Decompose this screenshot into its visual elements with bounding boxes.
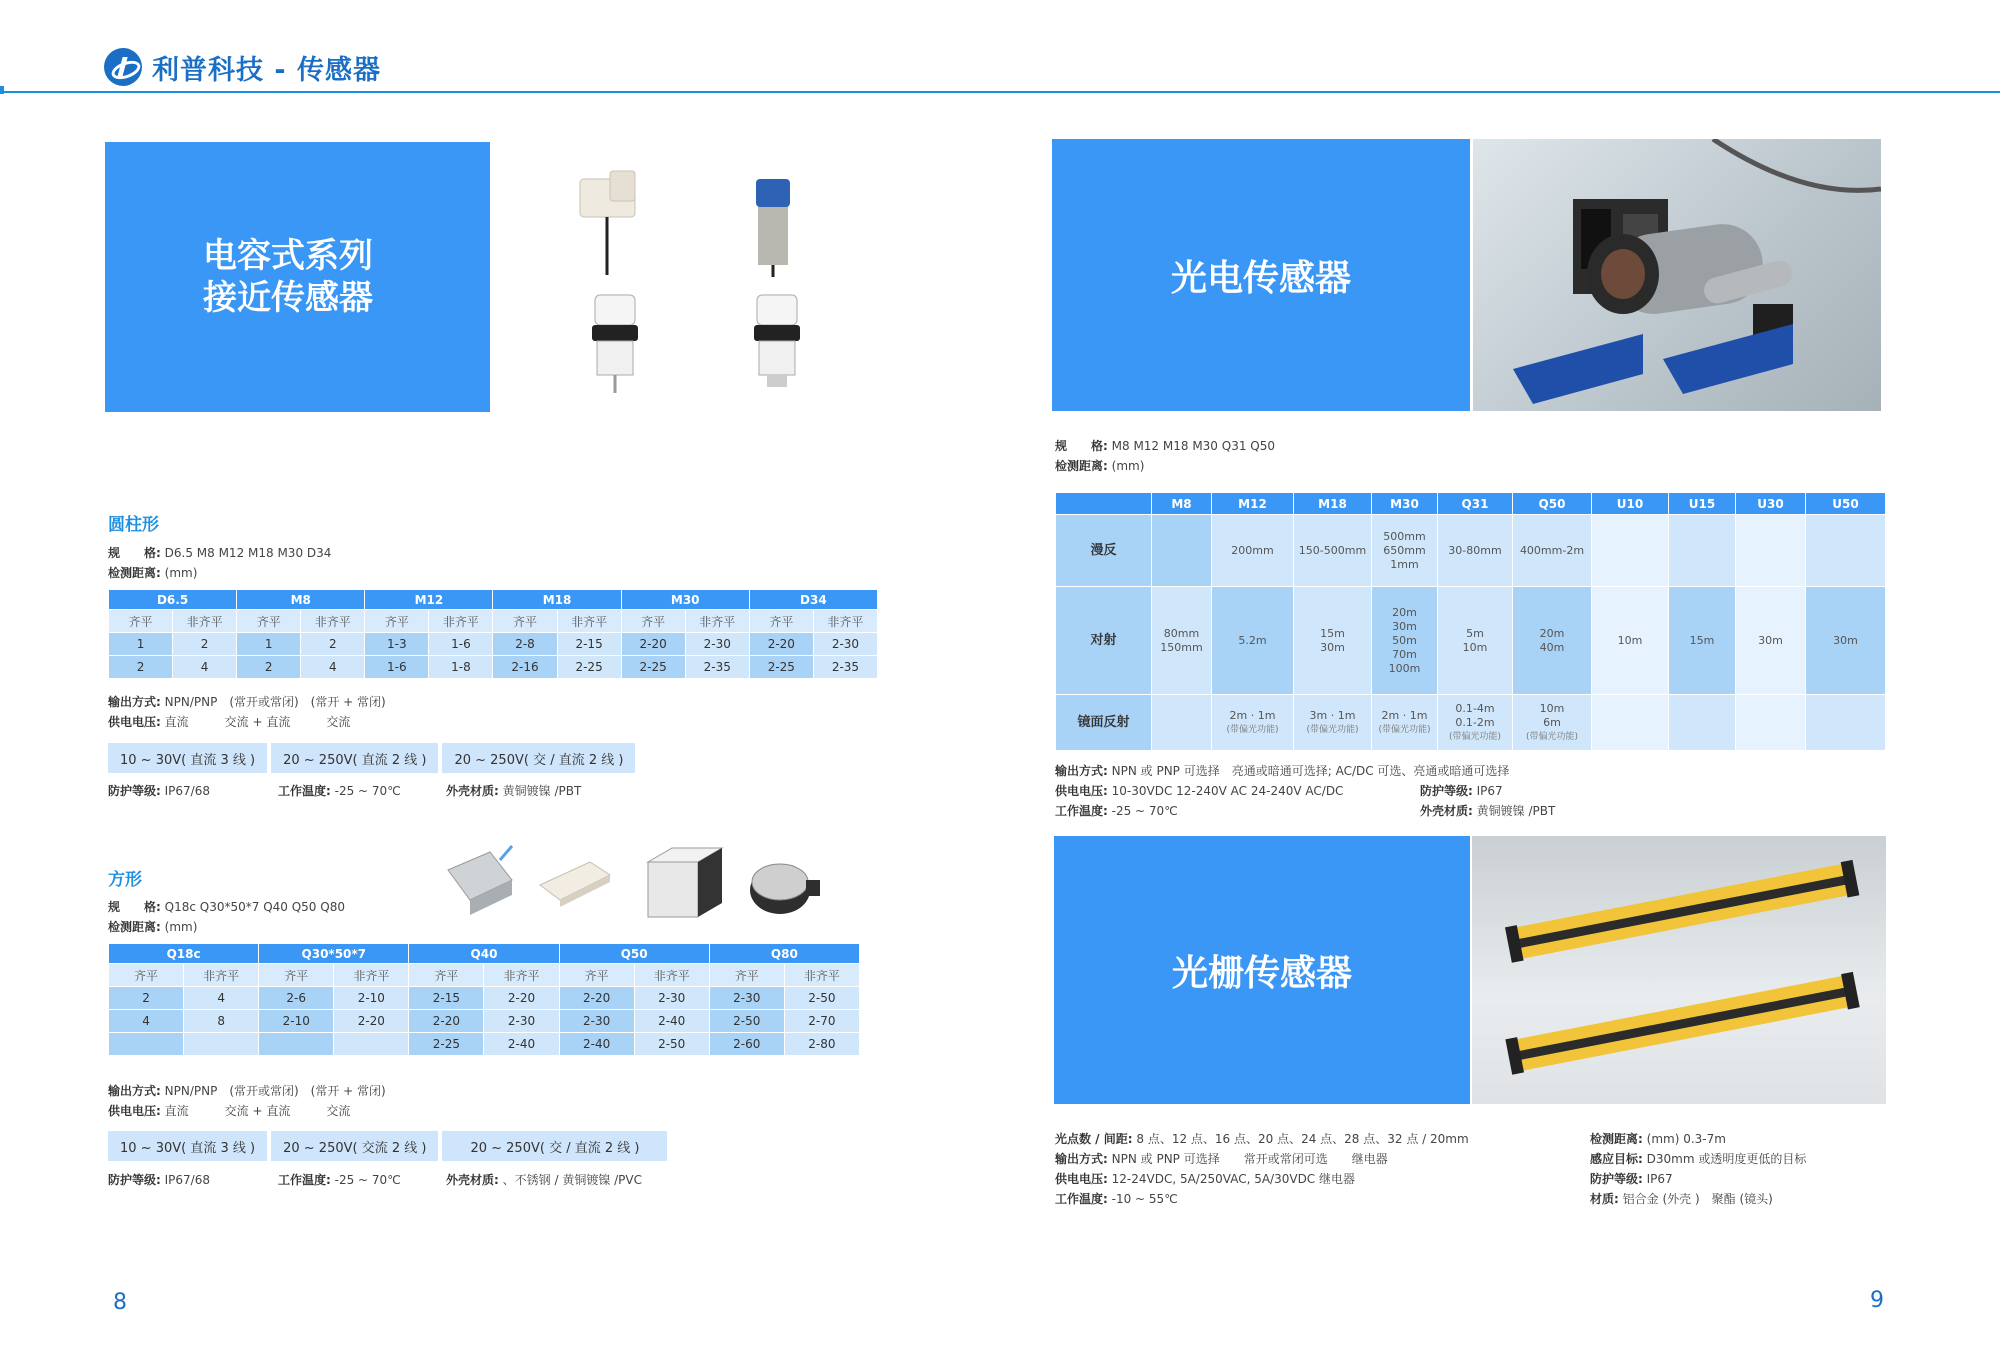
table-subheader: 齐平: [409, 964, 484, 987]
pe-protect-line: [1420, 781, 1503, 801]
table-cell: 80mm 150mm: [1152, 587, 1212, 695]
square-range-line: [108, 917, 197, 937]
table-col-header: U50: [1806, 493, 1886, 515]
gr-output-value: NPN 或 PNP 可选择 常开或常闭可选 继电器: [1111, 1152, 1388, 1166]
table-cell: [1669, 695, 1736, 751]
table-cell: 4: [184, 987, 259, 1010]
square-voltage-options: [108, 1131, 667, 1161]
cylinder-section-title: 圆柱形: [108, 515, 159, 535]
table-cell: [184, 1033, 259, 1056]
table-cell: 2-20: [484, 987, 559, 1010]
square-output-value: NPN/PNP (常开或常闭) (常开 + 常闭): [164, 1084, 386, 1098]
table-cell: 2-20: [409, 1010, 484, 1033]
table-cell: 2-30: [634, 987, 709, 1010]
table-cell: 2: [301, 633, 365, 656]
table-subheader: 齐平: [559, 964, 634, 987]
table-cell: 1-8: [429, 656, 493, 679]
table-cell: 2-20: [334, 1010, 409, 1033]
table-cell: 2-20: [559, 987, 634, 1010]
cylinder-supply-value: 直流 交流 + 直流 交流: [164, 715, 351, 729]
cell-note: (带偏光功能): [1448, 731, 1502, 742]
table-cell: 2-50: [709, 1010, 784, 1033]
table-subheader: 齐平: [365, 610, 429, 633]
page-number-left: 8: [113, 1290, 127, 1315]
grating-hero-panel: [1054, 836, 1470, 1104]
table-cell: 2-70: [784, 1010, 859, 1033]
table-group-header: M12: [365, 590, 493, 610]
cylinder-spec-line: [108, 543, 331, 563]
table-col-header: Q31: [1438, 493, 1513, 515]
gr-range-line: [1590, 1129, 1726, 1149]
grating-photo: [1472, 836, 1886, 1104]
gr-target-line: [1590, 1149, 1806, 1169]
table-cell: 5m 10m: [1438, 587, 1513, 695]
photoelectric-spec-label: 规 格:: [1055, 439, 1108, 453]
pe-supply-value: 10-30VDC 12-240V AC 24-240V AC/DC: [1111, 784, 1344, 798]
square-distance-table: [108, 943, 860, 1056]
gr-range-value: (mm) 0.3-7m: [1646, 1132, 1726, 1146]
table-col-header: M18: [1294, 493, 1372, 515]
table-cell: 400mm-2m: [1513, 515, 1592, 587]
table-subheader: 齐平: [237, 610, 301, 633]
square-sensor-c-image: [648, 848, 722, 917]
table-cell: 2-10: [259, 1010, 334, 1033]
pe-output-line: [1055, 761, 1509, 781]
table-cell: 30-80mm: [1438, 515, 1513, 587]
table-subheader: 非齐平: [784, 964, 859, 987]
cylinder-range-label: 检测距离:: [108, 566, 161, 580]
table-subheader: 非齐平: [634, 964, 709, 987]
square-output-label: 输出方式:: [108, 1084, 161, 1098]
table-cell: [1438, 695, 1513, 751]
table-cell: 2-25: [557, 656, 621, 679]
table-subheader: 齐平: [749, 610, 813, 633]
cylinder-supply-label: 供电电压:: [108, 715, 161, 729]
table-cell: 2-50: [634, 1033, 709, 1056]
table-subheader: 非齐平: [184, 964, 259, 987]
table-cell: [1669, 515, 1736, 587]
photoelectric-range-label: 检测距离:: [1055, 459, 1108, 473]
table-cell: 200mm: [1212, 515, 1294, 587]
cylinder-protect-line: [108, 781, 210, 801]
photoelectric-spec-value: M8 M12 M18 M30 Q31 Q50: [1111, 439, 1275, 453]
page-number-right: 9: [1870, 1288, 1884, 1313]
square-supply-line: [108, 1101, 350, 1121]
table-cell: [1806, 695, 1886, 751]
gr-supply-value: 12-24VDC, 5A/250VAC, 5A/30VDC 继电器: [1111, 1172, 1356, 1186]
table-row: [109, 1010, 860, 1033]
square-sensor-image: [580, 171, 635, 275]
table-group-header: Q50: [559, 944, 709, 964]
table-cell: 8: [184, 1010, 259, 1033]
gr-target-value: D30mm 或透明度更低的目标: [1646, 1152, 1807, 1166]
table-cell: 2-30: [709, 987, 784, 1010]
table-row-diffuse: [1056, 515, 1886, 587]
table-cell: [1736, 695, 1806, 751]
table-cell: 2-30: [813, 633, 877, 656]
table-cell: [1806, 515, 1886, 587]
gr-points-line: [1055, 1129, 1469, 1149]
table-cell: [334, 1033, 409, 1056]
pe-output-label: 输出方式:: [1055, 764, 1108, 778]
hero-title-line1: 电容式系列: [203, 236, 373, 276]
table-cell: 2-20: [749, 633, 813, 656]
photoelectric-spec-line: [1055, 436, 1275, 456]
table-row-mirror-reflect: [1056, 695, 1886, 751]
table-subheader: 非齐平: [429, 610, 493, 633]
table-cell: 1-3: [365, 633, 429, 656]
table-row: [109, 633, 878, 656]
square-temp-line: [278, 1170, 401, 1190]
square-material-value: 、不锈钢 / 黄铜镀镍 /PVC: [502, 1173, 642, 1187]
voltage-pill: 20 ~ 250V( 直流 2 线 ): [271, 743, 438, 773]
cylinder-material-value: 黄铜镀镍 /PBT: [502, 784, 582, 798]
pe-material-label: 外壳材质:: [1420, 804, 1473, 818]
voltage-pill: 20 ~ 250V( 交 / 直流 2 线 ): [442, 743, 635, 773]
pe-temp-value: -25 ~ 70℃: [1111, 804, 1178, 818]
table-cell: 2-16: [493, 656, 557, 679]
table-cell: 30m: [1806, 587, 1886, 695]
table-cell: [109, 1033, 184, 1056]
table-cell: 2-30: [685, 633, 749, 656]
photoelectric-photo: [1473, 139, 1881, 411]
photoelectric-hero-panel: [1052, 139, 1470, 411]
company-logo: [104, 48, 142, 86]
cell-value: 10m 6m: [1539, 701, 1565, 729]
cylinder-protect-label: 防护等级:: [108, 784, 161, 798]
gr-material-value: 铝合金 (外壳 ) 聚酯 (镜头): [1622, 1192, 1773, 1206]
table-subheader: 非齐平: [557, 610, 621, 633]
table-cell: 2-35: [685, 656, 749, 679]
table-cell: [1736, 515, 1806, 587]
table-col-header: Q50: [1513, 493, 1592, 515]
cylinder-spec-value: D6.5 M8 M12 M18 M30 D34: [164, 546, 332, 560]
cell-value: 2m · 1m: [1381, 708, 1428, 722]
table-cell: 500mm 650mm 1mm: [1372, 515, 1438, 587]
table-row: [109, 656, 878, 679]
table-cell: [1592, 515, 1669, 587]
table-cell: [1513, 695, 1592, 751]
square-sensor-a-image: [448, 846, 512, 915]
cell-note: (带偏光功能): [1378, 724, 1431, 735]
cell-value: 0.1-4m 0.1-2m: [1455, 701, 1495, 729]
square-protect-line: [108, 1170, 210, 1190]
table-corner: [1056, 493, 1152, 515]
pe-protect-value: IP67: [1476, 784, 1503, 798]
cylinder-distance-table: [108, 589, 878, 679]
voltage-pill: 20 ~ 250V( 交 / 直流 2 线 ): [442, 1131, 667, 1161]
brand-title: 利普科技 - 传感器: [152, 54, 382, 86]
gr-material-line: [1590, 1189, 1773, 1209]
pe-temp-label: 工作温度:: [1055, 804, 1108, 818]
table-cell: 2: [109, 656, 173, 679]
pe-supply-label: 供电电压:: [1055, 784, 1108, 798]
table-row: [109, 987, 860, 1010]
table-group-header: D34: [749, 590, 877, 610]
cylinder-temp-label: 工作温度:: [278, 784, 331, 798]
photoelectric-title: 光电传感器: [1170, 257, 1351, 299]
table-group-header: M8: [237, 590, 365, 610]
pe-protect-label: 防护等级:: [1420, 784, 1473, 798]
photoelectric-distance-table: [1055, 492, 1886, 751]
photoelectric-range-line: [1055, 456, 1144, 476]
table-subheader: 非齐平: [685, 610, 749, 633]
square-protect-value: IP67/68: [164, 1173, 210, 1187]
gr-points-value: 8 点、12 点、16 点、20 点、24 点、28 点、32 点 / 20mm: [1136, 1132, 1469, 1146]
table-cell: [1592, 695, 1669, 751]
table-cell: 2-40: [484, 1033, 559, 1056]
cell-note: (带偏光功能): [1306, 724, 1359, 735]
table-subheader: 齐平: [109, 964, 184, 987]
square-material-label: 外壳材质:: [446, 1173, 499, 1187]
table-cell: 4: [109, 1010, 184, 1033]
table-cell: 10m: [1592, 587, 1669, 695]
gr-protect-line: [1590, 1169, 1673, 1189]
gr-protect-label: 防护等级:: [1590, 1172, 1643, 1186]
table-cell: 2-25: [409, 1033, 484, 1056]
table-cell: [1294, 695, 1372, 751]
table-cell: 5.2m: [1212, 587, 1294, 695]
gr-temp-line: [1055, 1189, 1178, 1209]
photoelectric-range-value: (mm): [1111, 459, 1145, 473]
white-cylinder-right-image: [754, 295, 800, 387]
cell-note: (带偏光功能): [1525, 731, 1579, 742]
pe-temp-line: [1055, 801, 1178, 821]
cylinder-supply-line: [108, 712, 350, 732]
gr-output-label: 输出方式:: [1055, 1152, 1108, 1166]
table-cell: 2-10: [334, 987, 409, 1010]
table-cell: 4: [301, 656, 365, 679]
table-cell: 2-50: [784, 987, 859, 1010]
table-group-header: Q40: [409, 944, 559, 964]
table-cell: 1: [109, 633, 173, 656]
pe-supply-line: [1055, 781, 1343, 801]
table-cell: 150-500mm: [1294, 515, 1372, 587]
voltage-pill: 20 ~ 250V( 交流 2 线 ): [271, 1131, 438, 1161]
gr-supply-label: 供电电压:: [1055, 1172, 1108, 1186]
table-subheader: 非齐平: [301, 610, 365, 633]
hero-title-line2: 接近传感器: [203, 278, 373, 318]
table-cell: 2-30: [559, 1010, 634, 1033]
table-subheader: 齐平: [259, 964, 334, 987]
cell-value: 3m · 1m: [1309, 708, 1356, 722]
cylinder-output-label: 输出方式:: [108, 695, 161, 709]
square-range-label: 检测距离:: [108, 920, 161, 934]
square-sensor-d-image: [750, 864, 820, 914]
table-cell: 2-40: [634, 1010, 709, 1033]
table-col-header: M8: [1152, 493, 1212, 515]
table-cell: 15m 30m: [1294, 587, 1372, 695]
row-header: 镜面反射: [1056, 695, 1152, 751]
table-subheader: 非齐平: [813, 610, 877, 633]
table-cell: 2-20: [621, 633, 685, 656]
table-cell: 2-30: [484, 1010, 559, 1033]
table-cell: 2-35: [813, 656, 877, 679]
table-cell: 2-60: [709, 1033, 784, 1056]
voltage-pill: 10 ~ 30V( 直流 3 线 ): [108, 743, 267, 773]
light-curtain-image: [1472, 836, 1886, 1104]
table-col-header: M12: [1212, 493, 1294, 515]
table-cell: 20m 30m 50m 70m 100m: [1372, 587, 1438, 695]
row-header: 漫反: [1056, 515, 1152, 587]
cylinder-protect-value: IP67/68: [164, 784, 210, 798]
table-col-header: U30: [1736, 493, 1806, 515]
table-cell: [1212, 695, 1294, 751]
table-group-header: Q80: [709, 944, 859, 964]
square-protect-label: 防护等级:: [108, 1173, 161, 1187]
table-cell: 2: [237, 656, 301, 679]
gr-protect-value: IP67: [1646, 1172, 1673, 1186]
grating-title: 光栅传感器: [1171, 952, 1352, 994]
row-header: 对射: [1056, 587, 1152, 695]
table-cell: 2-25: [621, 656, 685, 679]
square-spec-value: Q18c Q30*50*7 Q40 Q50 Q80: [164, 900, 345, 914]
square-spec-label: 规 格:: [108, 900, 161, 914]
table-cell: 2: [173, 633, 237, 656]
table-cell: 2-25: [749, 656, 813, 679]
square-spec-line: [108, 897, 345, 917]
square-sensor-b-image: [540, 862, 610, 907]
cylinder-temp-line: [278, 781, 401, 801]
table-group-header: D6.5: [109, 590, 237, 610]
table-col-header: U15: [1669, 493, 1736, 515]
table-row-through-beam: [1056, 587, 1886, 695]
table-cell: 2-80: [784, 1033, 859, 1056]
table-subheader: 非齐平: [484, 964, 559, 987]
cylinder-output-value: NPN/PNP (常开或常闭) (常开 + 常闭): [164, 695, 386, 709]
gr-supply-line: [1055, 1169, 1355, 1189]
table-col-header: M30: [1372, 493, 1438, 515]
table-group-header: Q30*50*7: [259, 944, 409, 964]
table-cell: 2-15: [557, 633, 621, 656]
gr-output-line: [1055, 1149, 1388, 1169]
table-row: [109, 1033, 860, 1056]
table-group-header: Q18c: [109, 944, 259, 964]
table-cell: 2-15: [409, 987, 484, 1010]
gr-material-label: 材质:: [1590, 1192, 1619, 1206]
table-cell: 2: [109, 987, 184, 1010]
table-subheader: 齐平: [621, 610, 685, 633]
table-cell: 30m: [1736, 587, 1806, 695]
capacitive-hero-panel: [105, 142, 490, 412]
table-cell: 15m: [1669, 587, 1736, 695]
cylinder-range-value: (mm): [164, 566, 198, 580]
square-output-line: [108, 1081, 386, 1101]
table-subheader: 齐平: [709, 964, 784, 987]
gr-temp-value: -10 ~ 55℃: [1111, 1192, 1178, 1206]
table-cell: 2-6: [259, 987, 334, 1010]
pe-output-value: NPN 或 PNP 可选择 亮通或暗通可选择; AC/DC 可选、亮通或暗通可选择: [1111, 764, 1510, 778]
square-supply-label: 供电电压:: [108, 1104, 161, 1118]
photoelectric-sensors-image: [1473, 139, 1881, 411]
square-supply-value: 直流 交流 + 直流 交流: [164, 1104, 351, 1118]
table-cell: 1-6: [365, 656, 429, 679]
white-cylinder-left-image: [592, 295, 638, 393]
table-cell: 4: [173, 656, 237, 679]
cylinder-material-label: 外壳材质:: [446, 784, 499, 798]
cell-value: 2m · 1m: [1229, 708, 1276, 722]
cylinder-material-line: [446, 781, 581, 801]
gr-temp-label: 工作温度:: [1055, 1192, 1108, 1206]
table-cell: [1372, 695, 1438, 751]
pe-material-line: [1420, 801, 1555, 821]
square-section-title: 方形: [108, 870, 142, 890]
square-temp-value: -25 ~ 70℃: [334, 1173, 401, 1187]
header-divider: [0, 91, 2000, 93]
cylinder-range-line: [108, 563, 197, 583]
voltage-pill: 10 ~ 30V( 直流 3 线 ): [108, 1131, 267, 1161]
table-group-header: M30: [621, 590, 749, 610]
header: [104, 46, 381, 88]
gr-target-label: 感应目标:: [1590, 1152, 1643, 1166]
square-temp-label: 工作温度:: [278, 1173, 331, 1187]
table-group-header: M18: [493, 590, 621, 610]
table-col-header: U10: [1592, 493, 1669, 515]
square-products-image: [440, 840, 840, 930]
table-cell: 1: [237, 633, 301, 656]
cylinder-voltage-options: [108, 743, 635, 773]
table-subheader: 齐平: [109, 610, 173, 633]
blue-cap-cylinder-image: [756, 179, 790, 277]
cell-note: (带偏光功能): [1226, 724, 1279, 735]
table-cell: 2-8: [493, 633, 557, 656]
table-cell: [259, 1033, 334, 1056]
gr-range-label: 检测距离:: [1590, 1132, 1643, 1146]
table-subheader: 非齐平: [173, 610, 237, 633]
cylinder-temp-value: -25 ~ 70℃: [334, 784, 401, 798]
gr-points-label: 光点数 / 间距:: [1055, 1132, 1133, 1146]
pe-material-value: 黄铜镀镍 /PBT: [1476, 804, 1556, 818]
square-material-line: [446, 1170, 642, 1190]
square-range-value: (mm): [164, 920, 198, 934]
cylinder-spec-label: 规 格:: [108, 546, 161, 560]
table-subheader: 非齐平: [334, 964, 409, 987]
table-cell: [1152, 515, 1212, 587]
table-cell: 20m 40m: [1513, 587, 1592, 695]
table-cell: 2-40: [559, 1033, 634, 1056]
capacitive-products-image: [560, 165, 830, 405]
cylinder-output-line: [108, 692, 386, 712]
table-subheader: 齐平: [493, 610, 557, 633]
table-cell: 1-6: [429, 633, 493, 656]
table-cell: [1152, 695, 1212, 751]
